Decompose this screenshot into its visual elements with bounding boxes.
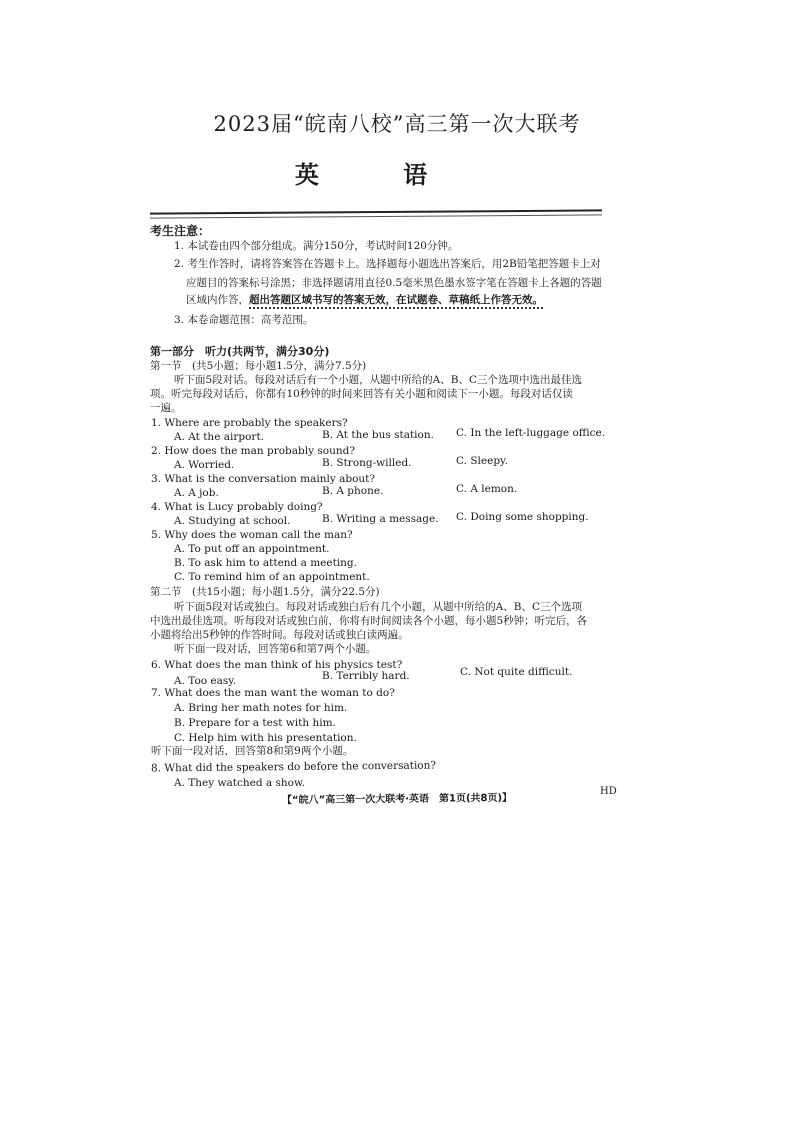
question-5-stem: 5. Why does the woman call the man? [151,529,353,541]
question-2-option-b: B. Strong-willed. [322,457,412,469]
question-4-option-c: C. Doing some shopping. [456,511,589,523]
question-1-option-b: B. At the bus station. [322,429,434,441]
section2-heading: 第二节 (共15小题；每小题1.5分，满分22.5分) [150,586,380,598]
question-1-option-a: A. At the airport. [174,431,265,443]
notice-item-1: 1. 本试卷由四个部分组成。满分150分，考试时间120分钟。 [174,240,459,252]
question-3-option-c: C. A lemon. [456,483,518,495]
section2-instruction-b: 中选出最佳选项。听每段对话或独白前，你将有时间阅读各个小题，每小题5秒钟；听完后，各 [150,615,588,627]
question-8-stem: 8. What did the speakers do before the conversation? [150,759,437,775]
question-6-stem: 6. What does the man think of his physics test? [151,659,403,671]
question-4-option-a: A. Studying at school. [174,515,291,527]
subject-title: 英 语 [294,160,466,189]
question-7-option-c: C. Help him with his presentation. [174,732,357,744]
question-3-option-b: B. A phone. [322,485,384,497]
question-4-stem: 4. What is Lucy probably doing? [151,501,323,513]
footer-code: HD [600,786,617,797]
lead-questions-8-9: 听下面一段对话，回答第8和第9两个小题。 [151,745,354,757]
section1-instruction-a: 听下面5段对话。每段对话后有一个小题，从题中所给的A、B、C三个选项中选出最佳选 [174,374,583,386]
section1-instruction-b: 项。听完每段对话后，你都有10秒钟的时间来回答有关小题和阅读下一小题。每段对话仅读 [150,388,573,400]
question-6-option-c: C. Not quite difficult. [460,666,573,678]
part1-heading: 第一部分 听力(共两节，满分30分) [150,345,330,358]
section1-instruction-c: 一遍。 [150,402,182,414]
header-divider-thin [150,214,602,218]
question-1-stem: 1. Where are probably the speakers? [151,417,348,429]
question-2-option-a: A. Worried. [174,459,235,471]
notice-item-2c-plain: 区域内作答， [186,294,249,306]
notice-item-2c [186,293,543,307]
question-2-stem: 2. How does the man probably sound? [151,445,355,457]
header-divider-thick [150,209,602,214]
exam-title: 2023届“皖南八校”高三第一次大联考 [213,112,581,136]
question-5-option-a: A. To put off an appointment. [174,543,330,555]
notice-heading: 考生注意： [150,224,211,238]
question-3-stem: 3. What is the conversation mainly about? [151,473,376,485]
question-4-option-b: B. Writing a message. [322,513,439,525]
notice-item-2c-bold: 超出答题区域书写的答案无效，在试题卷、草稿纸上作答无效。 [249,294,543,309]
question-5-option-b: B. To ask him to attend a meeting. [174,557,357,569]
notice-item-3: 3. 本卷命题范围：高考范围。 [174,314,314,326]
question-7-option-a: A. Bring her math notes for him. [174,702,348,714]
question-5-option-c: C. To remind him of an appointment. [174,571,370,583]
page-footer: 【“皖八”高三第一次大联考·英语 第1页(共8页)】 [281,792,513,807]
notice-item-2b: 应题目的答案标号涂黑；非选择题请用直径0.5毫米黑色墨水签字笔在答题卡上各题的答题 [186,277,602,289]
question-7-option-b: B. Prepare for a test with him. [174,717,336,729]
question-6-option-b: B. Terribly hard. [322,670,410,682]
question-8-option-a: A. They watched a show. [174,777,306,789]
question-1-option-c: C. In the left-luggage office. [456,427,606,439]
section1-heading: 第一节 (共5小题；每小题1.5分，满分7.5分) [150,360,367,372]
notice-item-2a: 2. 考生作答时，请将答案答在答题卡上。选择题每小题选出答案后，用2B铅笔把答题卡上对 [174,258,601,270]
section2-instruction-a: 听下面5段对话或独白。每段对话或独白后有几个小题，从题中所给的A、B、C三个选项 [174,601,583,613]
question-3-option-a: A. A job. [174,487,219,499]
question-7-stem: 7. What does the man want the woman to do? [151,687,395,699]
lead-questions-6-7: 听下面一段对话，回答第6和第7两个小题。 [174,643,377,655]
section2-instruction-c: 小题将给出5秒钟的作答时间。每段对话或独白读两遍。 [150,629,409,641]
question-2-option-c: C. Sleepy. [456,455,508,467]
question-6-option-a: A. Too easy. [174,675,237,687]
